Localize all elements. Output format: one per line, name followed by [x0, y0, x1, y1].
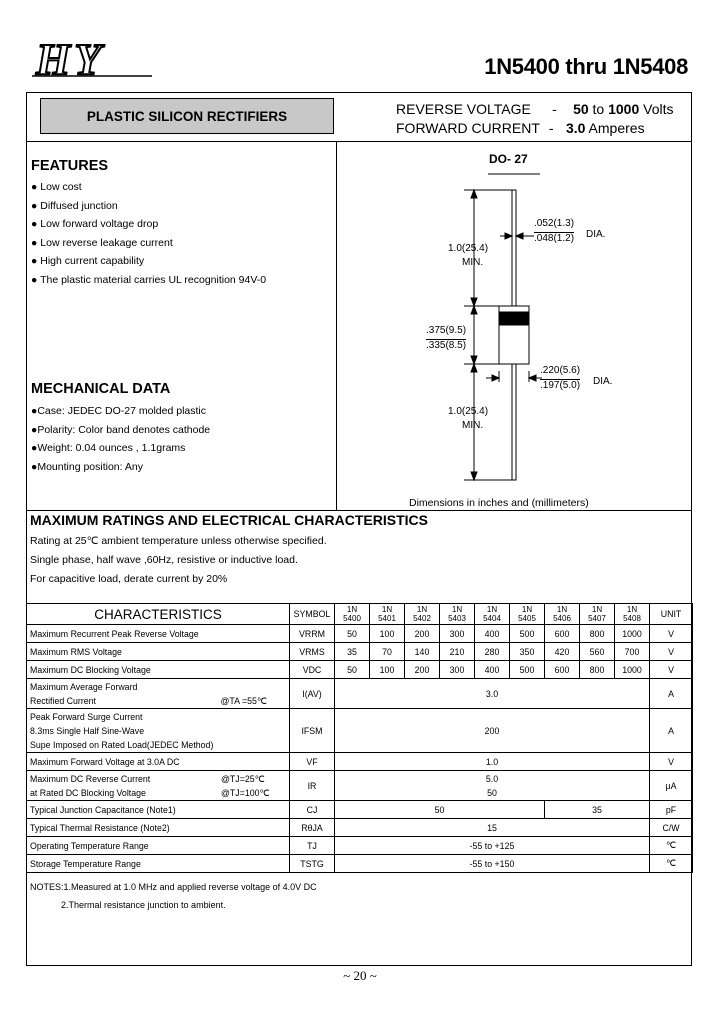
rating-line: For capacitive load, derate current by 20% — [30, 573, 228, 585]
row-unit: V — [650, 753, 693, 771]
logo-text: HY — [36, 40, 106, 82]
cell-value: 100 — [370, 625, 405, 643]
fc-value: 3.0 — [565, 120, 586, 136]
mechanical-list — [31, 402, 210, 476]
list-item: ●Weight: 0.04 ounces , 1.1grams — [31, 442, 186, 454]
list-item: ● Diffused junction — [31, 199, 118, 212]
cell-value: 800 — [580, 661, 615, 679]
list-item: ●Case: JEDEC DO-27 molded plastic — [31, 405, 206, 417]
characteristics-table — [26, 603, 693, 873]
cell-value: 35 — [545, 801, 650, 819]
row-symbol: TSTG — [290, 855, 335, 873]
cell-value: 800 — [580, 625, 615, 643]
features-list — [31, 178, 266, 289]
header-characteristics: CHARACTERISTICS — [27, 604, 290, 625]
row-unit: V — [650, 643, 693, 661]
rv-dash: - — [552, 101, 557, 117]
fc-unit: Amperes — [588, 120, 645, 136]
row-unit: A — [650, 679, 693, 709]
lead-dia-label: DIA. — [586, 229, 606, 240]
row-symbol: RθJA — [290, 819, 335, 837]
lead-length-top: 1.0(25.4) — [448, 243, 489, 254]
ratings-notes — [30, 532, 327, 589]
row-label: Storage Temperature Range — [27, 855, 290, 873]
body-length-max: .375(9.5) — [426, 325, 467, 336]
row-label: Peak Forward Surge Current 8.3ms Single Half Sine-Wave Supe Imposed on Rated Load(JEDEC Method) — [27, 709, 290, 753]
note-2: 2.Thermal resistance junction to ambient. — [61, 900, 226, 910]
table-row — [27, 855, 693, 873]
row-unit: pF — [650, 801, 693, 819]
header-part: 1N 5402 — [405, 604, 440, 625]
row-unit: V — [650, 625, 693, 643]
list-item: ●Polarity: Color band denotes cathode — [31, 423, 211, 436]
fc-label: FORWARD CURRENT — [396, 120, 540, 136]
cell-value: 200 — [405, 625, 440, 643]
cell-value: 400 — [475, 625, 510, 643]
table-row — [27, 643, 693, 661]
row-symbol: I(AV) — [290, 679, 335, 709]
table-row — [27, 625, 693, 643]
table-row — [27, 679, 693, 709]
lead-dia-max: .052(1.3) — [534, 218, 575, 229]
cell-value: 600 — [545, 625, 580, 643]
table-row — [27, 837, 693, 855]
cell-value: 1000 — [615, 661, 650, 679]
cell-value: 400 — [475, 661, 510, 679]
row-symbol: VDC — [290, 661, 335, 679]
body-dia-min: .197(5.0) — [540, 380, 581, 391]
cell-value: 100 — [370, 661, 405, 679]
body-dia-max: .220(5.6) — [540, 365, 581, 376]
row-label: Maximum DC Blocking Voltage — [27, 661, 290, 679]
fc-dash: - — [548, 120, 554, 136]
header-part: 1N 5407 — [580, 604, 615, 625]
note-1: NOTES:1.Measured at 1.0 MHz and applied reverse voltage of 4.0V DC — [30, 882, 317, 892]
cell-value: 420 — [545, 643, 580, 661]
min-label-top: MIN. — [462, 257, 484, 268]
list-item: ●Mounting position: Any — [31, 460, 143, 473]
row-symbol: VRMS — [290, 643, 335, 661]
table-row — [27, 819, 693, 837]
min-label-bottom: MIN. — [462, 420, 484, 431]
cell-value: 280 — [475, 643, 510, 661]
features-heading: FEATURES — [31, 158, 109, 174]
cell-value: 5.0 50 — [335, 771, 650, 801]
cell-value: 200 — [335, 709, 650, 753]
row-unit: C/W — [650, 819, 693, 837]
row-label: Maximum DC Reverse Current @TJ=25℃ at Rated DC Blocking Voltage @TJ=100℃ — [27, 771, 290, 801]
list-item: ● Low reverse leakage current — [31, 236, 173, 249]
row-label: Typical Junction Capacitance (Note1) — [27, 801, 290, 819]
body-length-min: .335(8.5) — [426, 340, 467, 351]
row-unit: ℃ — [650, 837, 693, 855]
cell-value: 35 — [335, 643, 370, 661]
rv-min: 50 — [573, 101, 589, 117]
header-part: 1N 5404 — [475, 604, 510, 625]
header-part: 1N 5401 — [370, 604, 405, 625]
list-item: ● Low cost — [31, 181, 82, 193]
cell-value: 50 — [335, 625, 370, 643]
row-label: Typical Thermal Resistance (Note2) — [27, 819, 290, 837]
rating-line: Rating at 25℃ ambient temperature unless otherwise specified. — [30, 535, 327, 547]
header-symbol: SYMBOL — [290, 604, 335, 625]
cell-value: 140 — [405, 643, 440, 661]
row-unit: ℃ — [650, 855, 693, 873]
rv-max: 1000 — [608, 101, 640, 117]
row-symbol: CJ — [290, 801, 335, 819]
cell-value: 50 — [335, 661, 370, 679]
lead-length-bottom: 1.0(25.4) — [448, 406, 489, 417]
rating-line: Single phase, half wave ,60Hz, resistive or inductive load. — [30, 554, 298, 566]
table-row — [27, 801, 693, 819]
lead-dia-min: .048(1.2) — [534, 233, 575, 244]
cell-value: 1.0 — [335, 753, 650, 771]
header-unit: UNIT — [650, 604, 693, 625]
cell-value: 3.0 — [335, 679, 650, 709]
dimension-caption: Dimensions in inches and (millimeters) — [409, 497, 589, 509]
cell-value: 70 — [370, 643, 405, 661]
row-unit: A — [650, 709, 693, 753]
rv-unit: Volts — [643, 101, 674, 117]
rv-label: REVERSE VOLTAGE — [396, 101, 531, 117]
page-number: ~ 20 ~ — [343, 968, 377, 983]
list-item: ● The plastic material carries UL recognition 94V-0 — [31, 273, 267, 286]
row-label: Maximum Recurrent Peak Reverse Voltage — [27, 625, 290, 643]
cell-value: 210 — [440, 643, 475, 661]
ratings-heading: MAXIMUM RATINGS AND ELECTRICAL CHARACTERISTICS — [30, 512, 428, 528]
table-row — [27, 753, 693, 771]
row-symbol: IR — [290, 771, 335, 801]
table-row — [27, 709, 693, 753]
cell-value: -55 to +125 — [335, 837, 650, 855]
cell-value: 500 — [510, 625, 545, 643]
list-item: ● High current capability — [31, 255, 145, 267]
cell-value: 700 — [615, 643, 650, 661]
cell-value: 500 — [510, 661, 545, 679]
header-part: 1N 5406 — [545, 604, 580, 625]
cell-value: 200 — [405, 661, 440, 679]
cell-value: 560 — [580, 643, 615, 661]
rv-to: to — [592, 101, 605, 117]
list-item: ● Low forward voltage drop — [31, 218, 159, 230]
mechanical-heading: MECHANICAL DATA — [31, 381, 171, 397]
reverse-voltage-spec — [396, 101, 674, 117]
row-symbol: IFSM — [290, 709, 335, 753]
row-symbol: VRRM — [290, 625, 335, 643]
cell-value: 300 — [440, 625, 475, 643]
cell-value: 15 — [335, 819, 650, 837]
product-banner: PLASTIC SILICON RECTIFIERS — [40, 98, 334, 134]
row-unit: V — [650, 661, 693, 679]
cell-value: 300 — [440, 661, 475, 679]
header-part: 1N 5405 — [510, 604, 545, 625]
row-unit: μA — [650, 771, 693, 801]
forward-current-spec — [396, 120, 645, 136]
cell-value: 600 — [545, 661, 580, 679]
cell-value: 50 — [335, 801, 545, 819]
cell-value: 1000 — [615, 625, 650, 643]
row-label: Maximum Average Forward Rectified Current @TA =55℃ — [27, 679, 290, 709]
hy-logo — [32, 40, 162, 82]
part-range-title: 1N5400 thru 1N5408 — [484, 54, 688, 79]
header-part: 1N 5403 — [440, 604, 475, 625]
cell-value: -55 to +150 — [335, 855, 650, 873]
header-part: 1N 5400 — [335, 604, 370, 625]
table-row — [27, 661, 693, 679]
row-symbol: VF — [290, 753, 335, 771]
cell-value: 350 — [510, 643, 545, 661]
row-label: Operating Temperature Range — [27, 837, 290, 855]
row-label: Maximum Forward Voltage at 3.0A DC — [27, 753, 290, 771]
row-label: Maximum RMS Voltage — [27, 643, 290, 661]
package-label: DO- 27 — [489, 152, 528, 166]
row-symbol: TJ — [290, 837, 335, 855]
do27-package-drawing — [336, 140, 692, 516]
table-row — [27, 771, 693, 801]
header-part: 1N 5408 — [615, 604, 650, 625]
table-header-row — [27, 604, 693, 625]
body-dia-label: DIA. — [593, 376, 613, 387]
